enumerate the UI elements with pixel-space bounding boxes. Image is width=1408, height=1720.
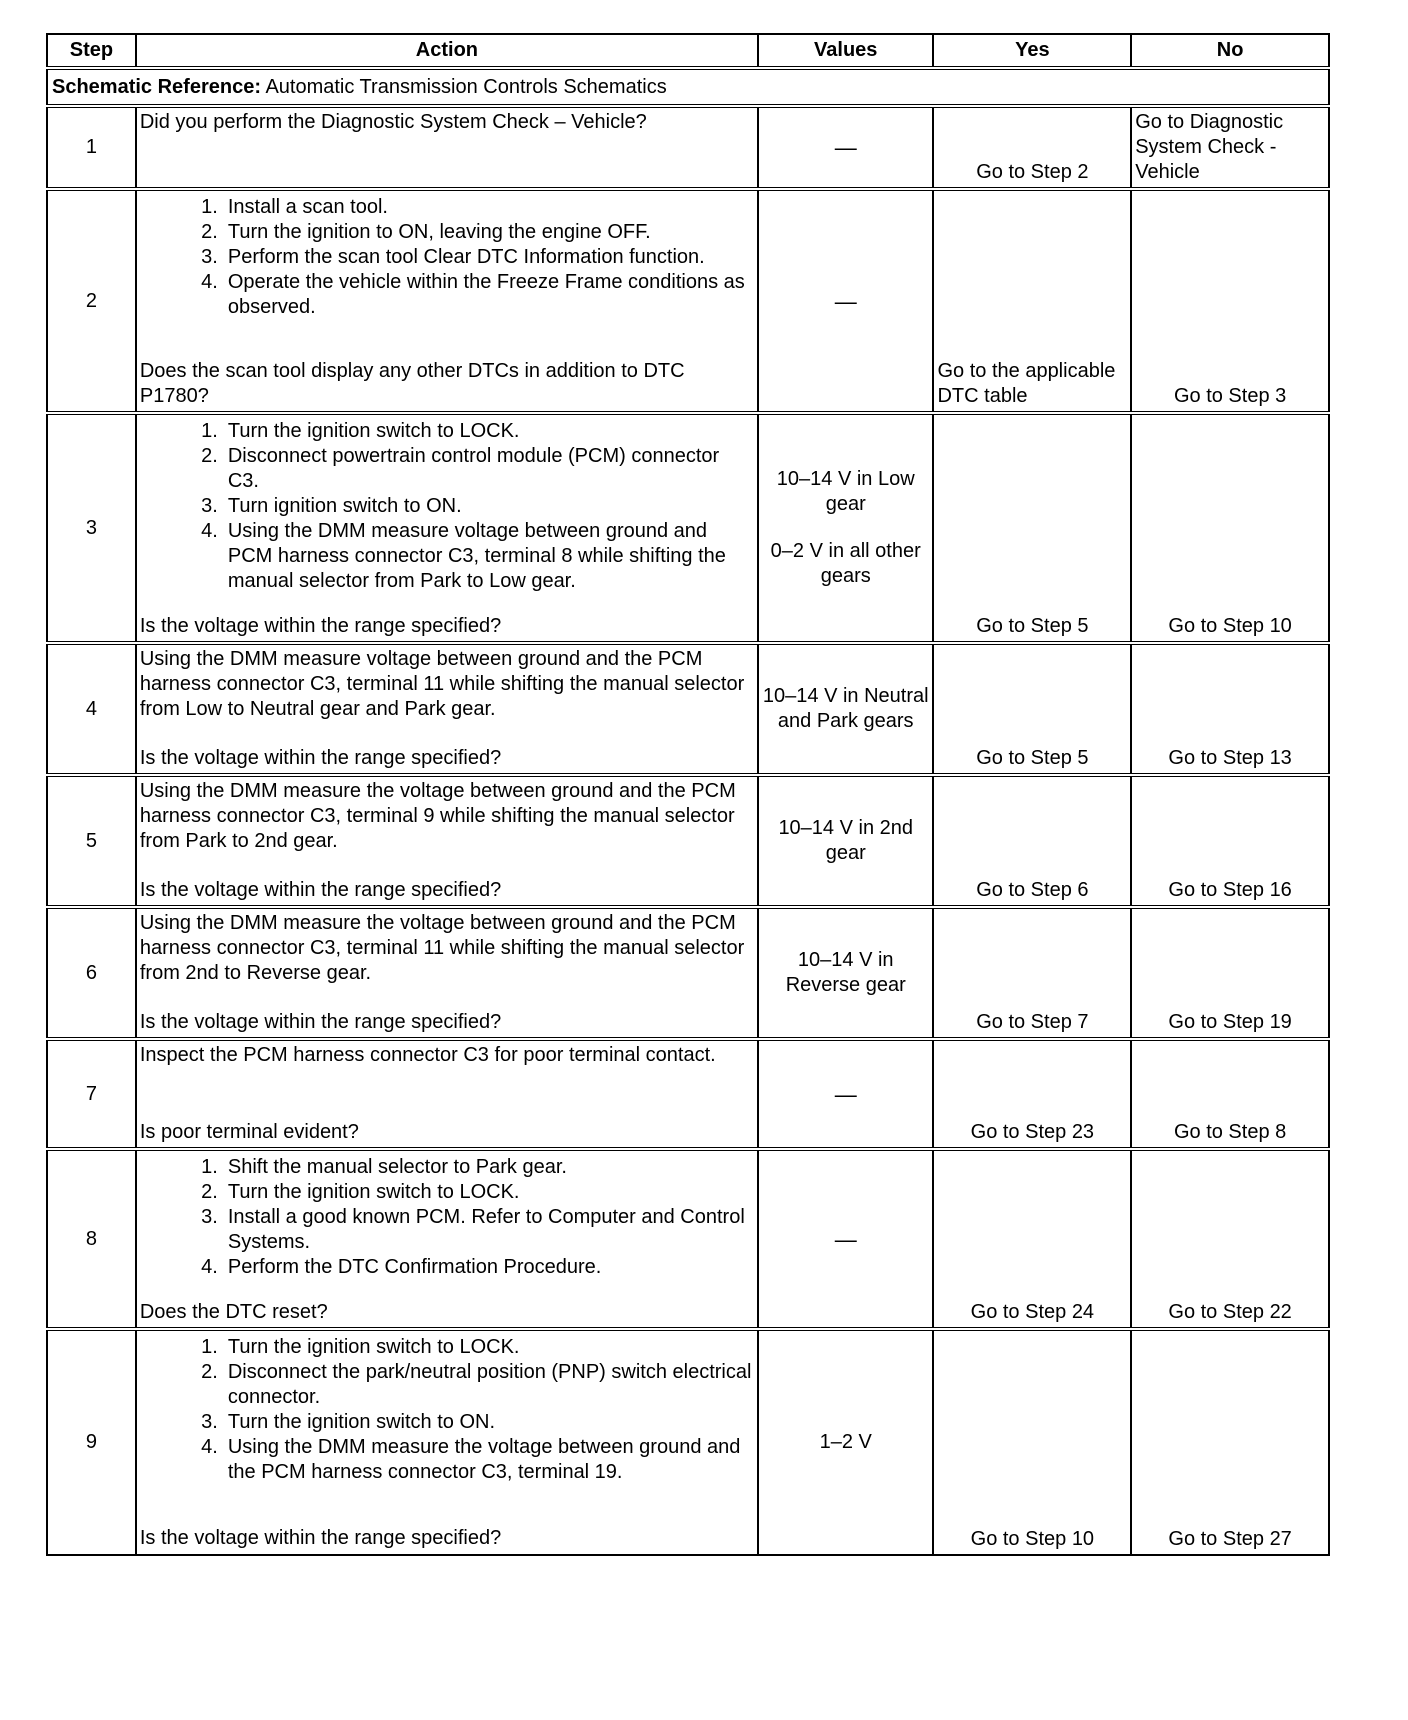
no-action-link: Go to Diagnostic System Check - Vehicle (1135, 111, 1284, 183)
action-cell (136, 1149, 758, 1329)
value-text: — (834, 135, 857, 160)
yes-cell (933, 1149, 1131, 1329)
no-action-link: Go to Step 16 (1168, 879, 1292, 901)
action-cell (136, 907, 758, 1039)
action-instructions (140, 647, 754, 722)
value-text: — (834, 1081, 857, 1107)
step-number: 5 (47, 775, 136, 907)
action-step-number: 3. (201, 1206, 218, 1228)
no-cell (1131, 907, 1329, 1039)
action-intro: Using the DMM measure voltage between ground and the PCM harness connector C3, terminal 11 while shifting the manual selector from Low to Neutral gear and Park gear. (139, 648, 745, 720)
action-step-number: 2. (201, 1181, 218, 1203)
column-header-no: No (1131, 34, 1329, 68)
action-step-number: 4. (201, 271, 218, 293)
action-step-number: 3. (201, 1411, 218, 1433)
action-content (140, 911, 754, 1035)
action-step-item (140, 444, 754, 494)
yes-action-link: Go to Step 6 (976, 879, 1089, 901)
action-step-text: Turn the ignition switch to LOCK. (227, 1336, 520, 1358)
column-header-yes: Yes (933, 34, 1131, 68)
no-cell (1131, 106, 1329, 189)
values-cell (758, 106, 934, 189)
action-step-number: 2. (201, 1361, 218, 1383)
action-cell (136, 413, 758, 643)
action-intro: Inspect the PCM harness connector C3 for poor terminal contact. (139, 1044, 716, 1066)
action-cell (136, 1039, 758, 1149)
action-instructions (140, 193, 754, 320)
action-question: Is the voltage within the range specified? (139, 1527, 502, 1549)
yes-action-link: Go to Step 7 (976, 1011, 1089, 1033)
value-text: — (834, 1226, 857, 1252)
action-step-item (140, 494, 754, 519)
action-step-item (140, 419, 754, 444)
action-step-text: Install a scan tool. (227, 196, 388, 218)
action-cell (136, 1329, 758, 1555)
table-row (47, 106, 1329, 189)
action-content (140, 1153, 754, 1325)
no-cell (1131, 413, 1329, 643)
yes-cell (933, 643, 1131, 775)
action-step-item (140, 1180, 754, 1205)
yes-cell (933, 413, 1131, 643)
action-content (140, 417, 754, 639)
action-instructions (140, 110, 754, 135)
values-cell (758, 643, 934, 775)
step-number: 6 (47, 907, 136, 1039)
action-cell (136, 189, 758, 413)
value-text: 0–2 V in all other gears (770, 540, 921, 587)
no-action-link: Go to Step 19 (1168, 1011, 1292, 1033)
action-step-item (140, 1435, 754, 1485)
no-cell (1131, 1039, 1329, 1149)
value-text: 10–14 V in 2nd gear (778, 817, 913, 864)
action-instructions (140, 779, 754, 854)
action-step-text: Turn the ignition switch to LOCK. (227, 1181, 520, 1203)
step-number: 4 (47, 643, 136, 775)
schematic-reference-row (47, 68, 1329, 106)
action-step-text: Turn ignition switch to ON. (227, 495, 462, 517)
step-number: 1 (47, 106, 136, 189)
action-step-number: 2. (201, 445, 218, 467)
action-step-number: 1. (201, 1156, 218, 1178)
action-step-item (140, 1335, 754, 1360)
no-action-link: Go to Step 3 (1173, 385, 1287, 407)
action-step-list (140, 1335, 754, 1485)
action-step-list (140, 195, 754, 320)
step-number: 2 (47, 189, 136, 413)
action-cell (136, 775, 758, 907)
value-text: 10–14 V in Reverse gear (785, 949, 906, 996)
action-step-item (140, 195, 754, 220)
yes-cell (933, 106, 1131, 189)
yes-cell (933, 1039, 1131, 1149)
action-content (140, 110, 754, 180)
no-cell (1131, 643, 1329, 775)
action-step-text: Turn the ignition to ON, leaving the engine OFF. (227, 221, 651, 243)
action-step-item (140, 1205, 754, 1255)
value-text: — (834, 288, 857, 314)
diagnostic-document (46, 33, 1330, 1556)
action-content (140, 779, 754, 903)
action-step-number: 1. (201, 1336, 218, 1358)
yes-action-link: Go to Step 2 (976, 161, 1089, 183)
action-step-text: Turn the ignition switch to ON. (227, 1411, 496, 1433)
action-cell (136, 106, 758, 189)
action-step-item (140, 220, 754, 245)
action-content (140, 193, 754, 409)
table-row (47, 1329, 1329, 1555)
action-step-item (140, 1410, 754, 1435)
action-content (140, 1333, 754, 1551)
no-cell (1131, 1329, 1329, 1555)
values-cell (758, 1329, 934, 1555)
action-step-text: Shift the manual selector to Park gear. (227, 1156, 567, 1178)
action-intro: Using the DMM measure the voltage between ground and the PCM harness connector C3, terminal 11 while shifting the manual selector from 2nd to Reverse gear. (139, 912, 745, 984)
action-step-number: 4. (201, 520, 218, 542)
action-intro: Using the DMM measure the voltage between ground and the PCM harness connector C3, terminal 9 while shifting the manual selector from Park to 2nd gear. (139, 780, 736, 852)
step-number: 3 (47, 413, 136, 643)
action-intro: Did you perform the Diagnostic System Check – Vehicle? (139, 111, 647, 133)
yes-action-link: Go to Step 5 (976, 747, 1089, 769)
table-row (47, 1149, 1329, 1329)
action-question: Does the DTC reset? (139, 1301, 328, 1323)
yes-action-link: Go to Step 23 (970, 1121, 1095, 1143)
action-step-text: Disconnect the park/neutral position (PNP) switch electrical connector. (227, 1361, 752, 1408)
action-step-list (140, 1155, 754, 1280)
action-instructions (140, 1043, 754, 1068)
no-action-link: Go to Step 8 (1173, 1121, 1287, 1143)
action-step-item (140, 1255, 754, 1280)
value-text: 10–14 V in Low gear (776, 468, 915, 515)
values-cell (758, 1149, 934, 1329)
action-step-number: 1. (201, 420, 218, 442)
action-step-text: Perform the DTC Confirmation Procedure. (227, 1256, 602, 1278)
action-step-number: 1. (201, 196, 218, 218)
action-question: Is the voltage within the range specified? (139, 1011, 502, 1033)
values-cell (758, 189, 934, 413)
action-step-item (140, 1155, 754, 1180)
yes-cell (933, 189, 1131, 413)
yes-cell (933, 907, 1131, 1039)
yes-action-link: Go to Step 24 (970, 1301, 1095, 1323)
action-step-item (140, 519, 754, 594)
values-cell (758, 413, 934, 643)
values-cell (758, 907, 934, 1039)
action-step-text: Perform the scan tool Clear DTC Information function. (227, 246, 705, 268)
action-question: Is the voltage within the range specified? (139, 615, 502, 637)
column-header-action: Action (136, 34, 758, 68)
action-step-list (140, 419, 754, 594)
schematic-reference (47, 68, 1329, 106)
action-cell (136, 643, 758, 775)
column-header-step: Step (47, 34, 136, 68)
action-question: Is the voltage within the range specified? (139, 747, 502, 769)
values-cell (758, 1039, 934, 1149)
yes-action-link: Go to Step 10 (970, 1528, 1095, 1550)
action-step-text: Operate the vehicle within the Freeze Frame conditions as observed. (227, 271, 745, 318)
table-row (47, 775, 1329, 907)
value-text: 10–14 V in Neutral and Park gears (762, 685, 929, 732)
table-row (47, 1039, 1329, 1149)
action-question: Is poor terminal evident? (139, 1121, 359, 1143)
value-text: 1–2 V (819, 1431, 872, 1453)
values-cell (758, 775, 934, 907)
action-step-text: Install a good known PCM. Refer to Computer and Control Systems. (227, 1206, 745, 1253)
no-action-link: Go to Step 27 (1168, 1528, 1292, 1550)
yes-action-link: Go to Step 5 (976, 615, 1089, 637)
table-row (47, 907, 1329, 1039)
no-action-link: Go to Step 10 (1168, 615, 1292, 637)
action-question: Does the scan tool display any other DTCs in addition to DTC P1780? (139, 360, 685, 407)
action-step-text: Turn the ignition switch to LOCK. (227, 420, 520, 442)
action-instructions (140, 1153, 754, 1280)
action-step-item (140, 1360, 754, 1410)
no-cell (1131, 1149, 1329, 1329)
diagnostic-table (46, 33, 1330, 1556)
action-step-number: 4. (201, 1256, 218, 1278)
action-instructions (140, 417, 754, 594)
action-content (140, 1043, 754, 1145)
values-gap (762, 517, 930, 539)
step-number: 8 (47, 1149, 136, 1329)
header-row (47, 34, 1329, 68)
no-action-link: Go to Step 13 (1168, 747, 1292, 769)
no-cell (1131, 775, 1329, 907)
yes-cell (933, 1329, 1131, 1555)
action-step-item (140, 270, 754, 320)
yes-cell (933, 775, 1131, 907)
action-step-text: Disconnect powertrain control module (PCM) connector C3. (227, 445, 720, 492)
step-number: 9 (47, 1329, 136, 1555)
column-header-values: Values (758, 34, 934, 68)
table-row (47, 643, 1329, 775)
action-instructions (140, 1333, 754, 1485)
action-content (140, 647, 754, 771)
action-step-text: Using the DMM measure the voltage between ground and the PCM harness connector C3, terminal 19. (227, 1436, 741, 1483)
action-step-number: 3. (201, 495, 218, 517)
no-cell (1131, 189, 1329, 413)
schematic-reference-text: Automatic Transmission Controls Schematics (260, 75, 667, 98)
action-instructions (140, 911, 754, 986)
table-row (47, 413, 1329, 643)
action-question: Is the voltage within the range specified? (139, 879, 502, 901)
yes-action-link: Go to the applicable DTC table (937, 360, 1116, 407)
action-step-number: 3. (201, 246, 218, 268)
action-step-number: 4. (201, 1436, 218, 1458)
action-step-text: Using the DMM measure voltage between ground and PCM harness connector C3, terminal 8 while shifting the manual selector from Park to Low gear. (227, 520, 726, 592)
step-number: 7 (47, 1039, 136, 1149)
table-row (47, 189, 1329, 413)
action-step-number: 2. (201, 221, 218, 243)
action-step-item (140, 245, 754, 270)
schematic-reference-label: Schematic Reference: (52, 75, 261, 98)
no-action-link: Go to Step 22 (1168, 1301, 1292, 1323)
